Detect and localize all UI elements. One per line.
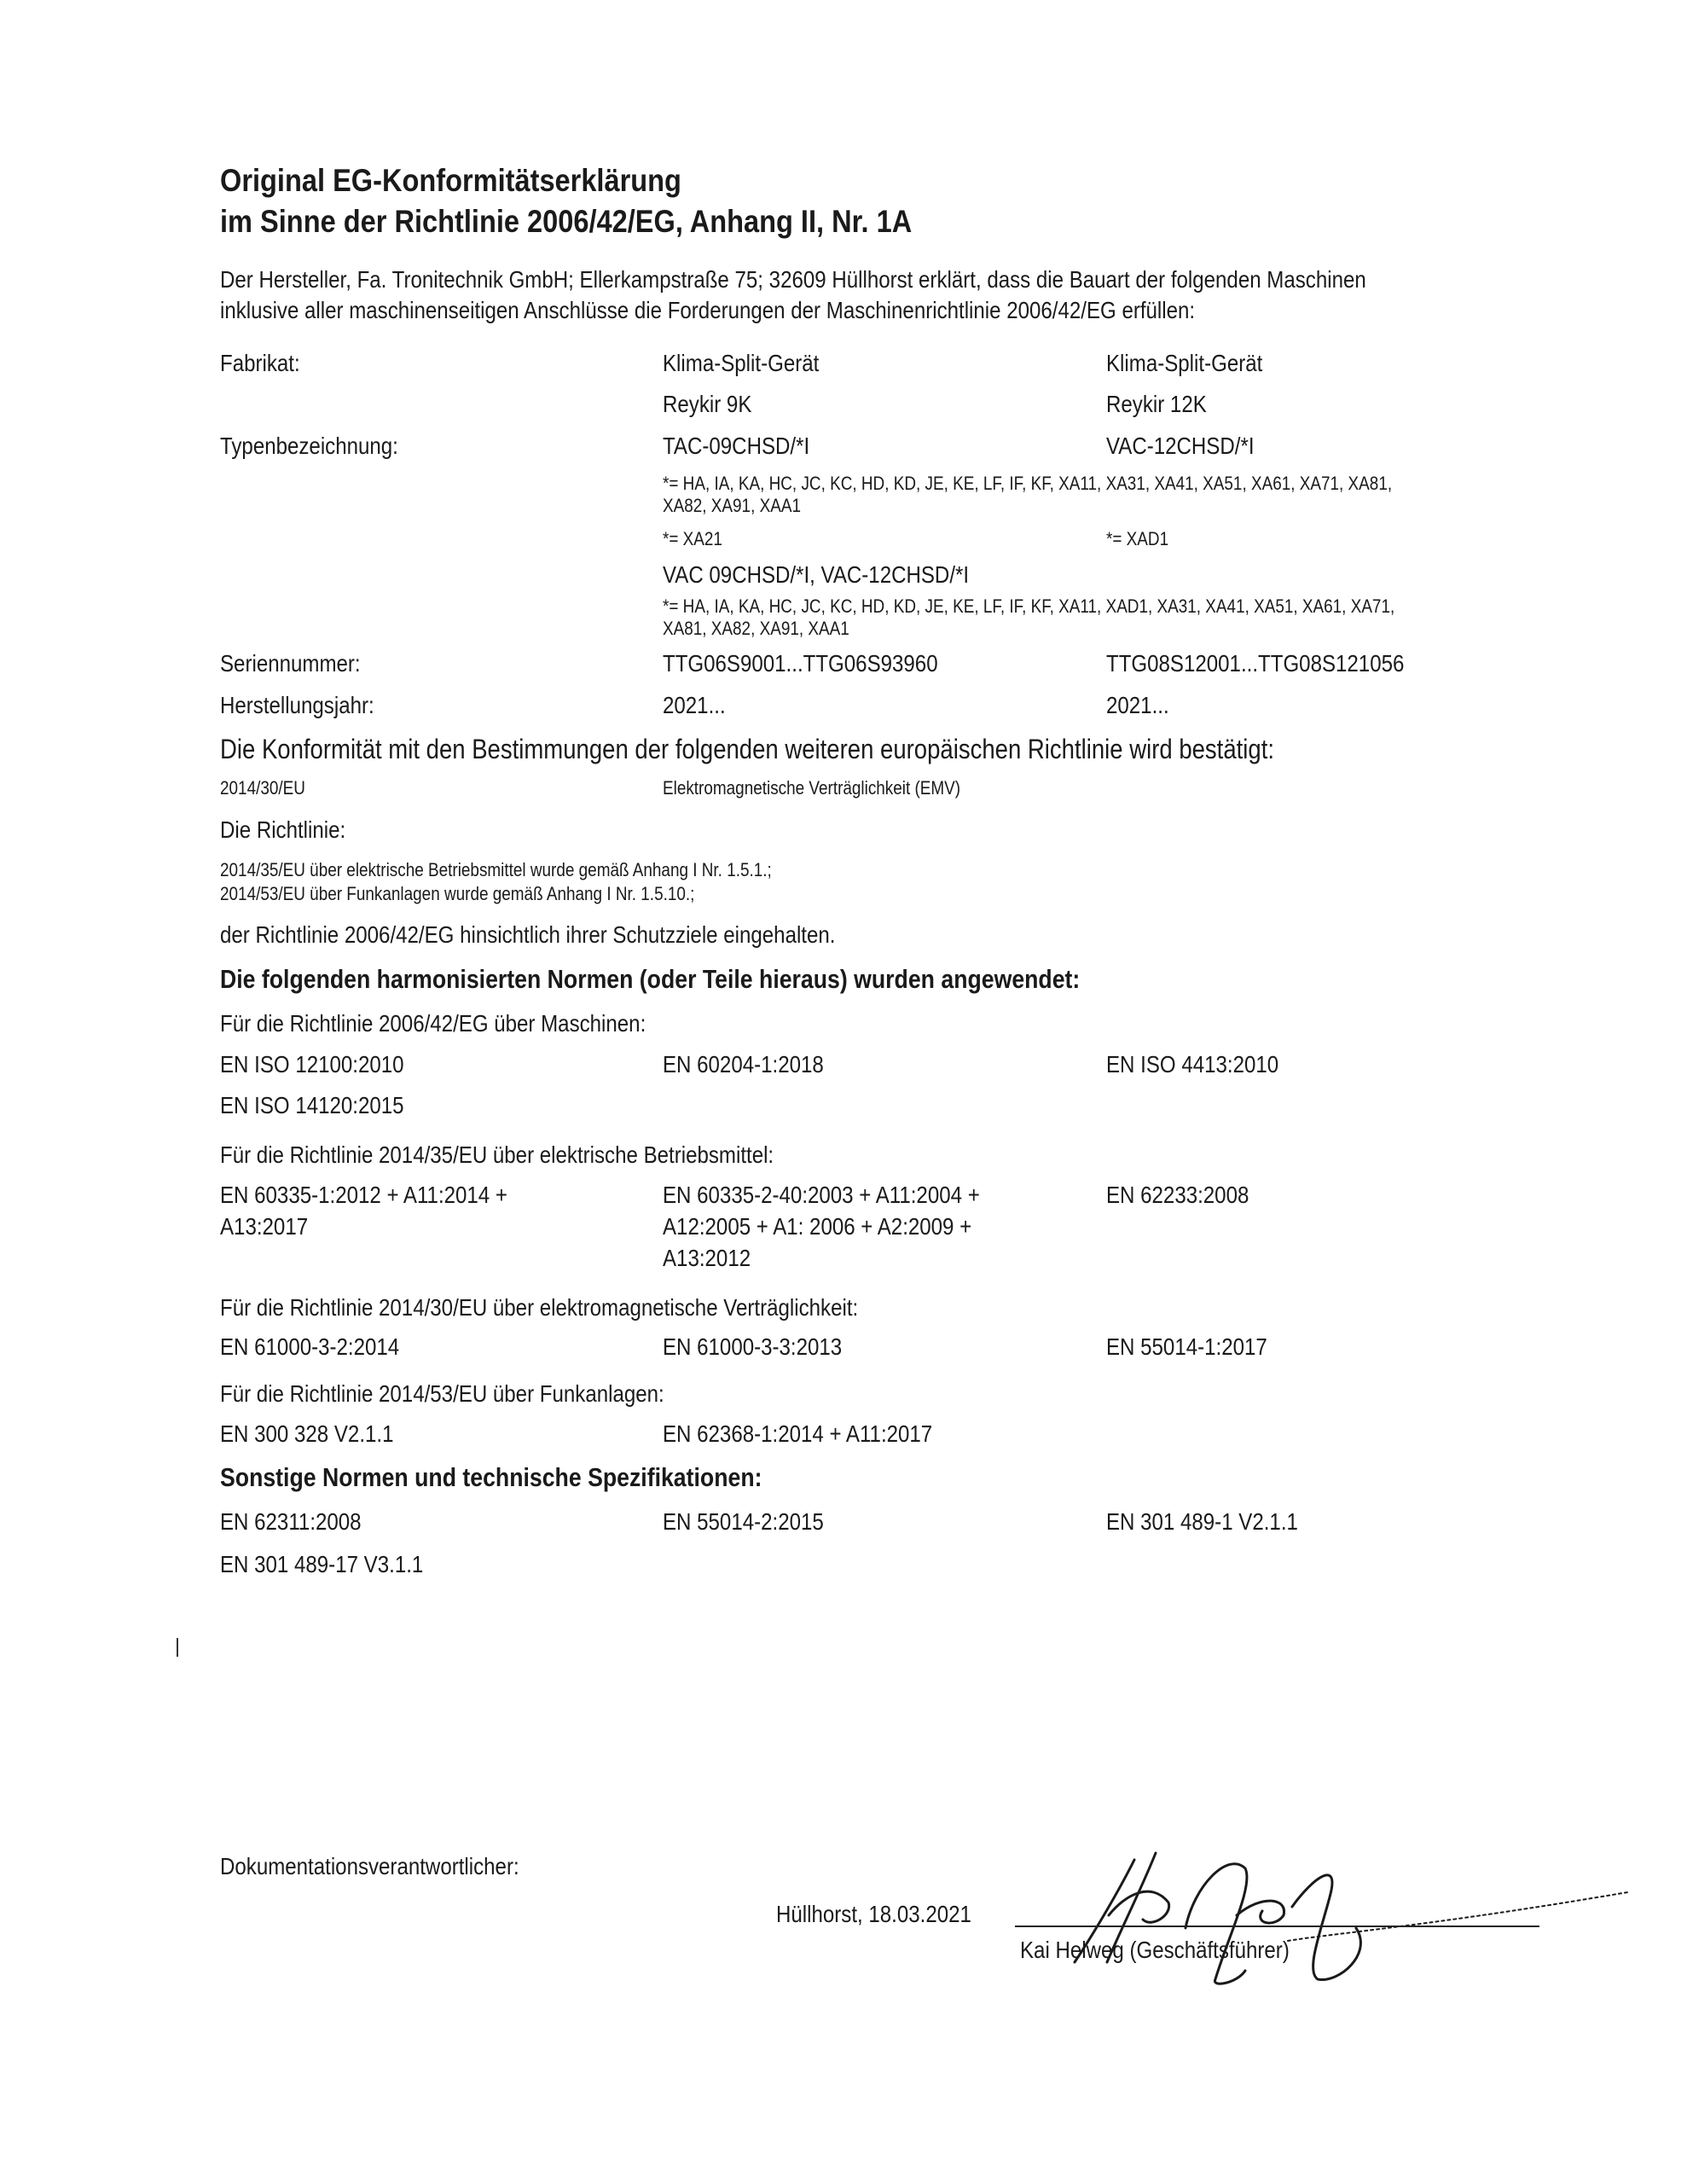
red-label: Für die Richtlinie 2014/53/EU über Funkanlagen:: [220, 1380, 664, 1407]
directive-emc-desc: Elektromagnetische Verträglichkeit (EMV): [663, 777, 961, 799]
signature-line: [1015, 1926, 1539, 1927]
standard-item: EN 55014-2:2015: [663, 1508, 824, 1535]
standard-item: EN ISO 14120:2015: [220, 1092, 404, 1118]
place-date: Hüllhorst, 18.03.2021: [776, 1901, 971, 1927]
variants-b-line-2: XA81, XA82, XA91, XAA1: [663, 618, 849, 639]
standard-item: EN 62311:2008: [220, 1508, 362, 1535]
standard-item: EN 55014-1:2017: [1106, 1333, 1267, 1360]
richtlinie-label: Die Richtlinie:: [220, 816, 346, 843]
standard-item: EN ISO 12100:2010: [220, 1051, 404, 1077]
directive-emc: 2014/30/EU: [220, 777, 305, 799]
intro-line-2: inklusive aller maschinenseitigen Anschlüsse die Forderungen der Maschinenrichtlinie 2006/42/EG erfüllen:: [220, 297, 1196, 323]
lvd-standard-2-line-1: EN 60335-2-40:2003 + A11:2004 +: [663, 1182, 980, 1208]
signer-name: Kai Helweg (Geschäftsführer): [1020, 1937, 1290, 1963]
variants-a-line-2: XA82, XA91, XAA1: [663, 495, 801, 516]
variants-b-line-1: *= HA, IA, KA, HC, JC, KC, HD, KD, JE, KE, LF, IF, KF, XA11, XAD1, XA31, XA41, XA51, XA61, XA71,: [663, 595, 1395, 617]
variants-a-line-1: *= HA, IA, KA, HC, JC, KC, HD, KD, JE, KE, LF, IF, KF, XA11, XA31, XA41, XA51, XA61, XA71, XA81,: [663, 473, 1393, 494]
model-1: Reykir 9K: [663, 391, 752, 417]
serial-label: Seriennummer:: [220, 650, 361, 677]
machinery-label: Für die Richtlinie 2006/42/EG über Maschinen:: [220, 1010, 646, 1037]
year-2: 2021...: [1106, 692, 1169, 718]
standard-item: EN 301 489-17 V3.1.1: [220, 1551, 424, 1577]
serial-1: TTG06S9001...TTG06S93960: [663, 650, 938, 677]
fabrikat-1: Klima-Split-Gerät: [663, 350, 820, 376]
other-heading: Sonstige Normen und technische Spezifikationen:: [220, 1462, 762, 1492]
standard-item: EN 61000-3-2:2014: [220, 1333, 400, 1360]
fabrikat-2: Klima-Split-Gerät: [1106, 350, 1263, 376]
standard-item: EN ISO 4413:2010: [1106, 1051, 1279, 1077]
title-line-2: im Sinne der Richtlinie 2006/42/EG, Anhang II, Nr. 1A: [220, 204, 913, 239]
standard-item: EN 300 328 V2.1.1: [220, 1420, 394, 1447]
line-red: 2014/53/EU über Funkanlagen wurde gemäß Anhang I Nr. 1.5.10.;: [220, 883, 695, 904]
lvd-label: Für die Richtlinie 2014/35/EU über elektrische Betriebsmittel:: [220, 1141, 774, 1168]
lvd-standard-1-line-1: EN 60335-1:2012 + A11:2014 +: [220, 1182, 507, 1208]
conformity-heading: Die Konformität mit den Bestimmungen der folgenden weiteren europäischen Richtlinie wird bestätigt:: [220, 734, 1274, 764]
model-2: Reykir 12K: [1106, 391, 1207, 417]
lvd-standard-2-line-2: A12:2005 + A1: 2006 + A2:2009 +: [663, 1213, 972, 1240]
document-title: [220, 160, 912, 242]
year-label: Herstellungsjahr:: [220, 692, 374, 718]
standards-heading: Die folgenden harmonisierten Normen (oder Teile hieraus) wurden angewendet:: [220, 964, 1081, 994]
standard-item: EN 62368-1:2014 + A11:2017: [663, 1420, 933, 1447]
emc-label: Für die Richtlinie 2014/30/EU über elektromagnetische Verträglichkeit:: [220, 1294, 859, 1321]
intro-paragraph: [220, 264, 1366, 326]
title-line-1: Original EG-Konformitätserklärung: [220, 163, 681, 198]
intro-line-1: Der Hersteller, Fa. Tronitechnik GmbH; Ellerkampstraße 75; 32609 Hüllhorst erklärt, dass die Bauart der folgenden Maschinen: [220, 266, 1366, 293]
standard-item: EN 60204-1:2018: [663, 1051, 824, 1077]
lvd-standard-2-line-3: A13:2012: [663, 1245, 751, 1271]
standard-item: EN 61000-3-3:2013: [663, 1333, 843, 1360]
variant-xad1: *= XAD1: [1106, 528, 1169, 549]
line-lvd: 2014/35/EU über elektrische Betriebsmittel wurde gemäß Anhang I Nr. 1.5.1.;: [220, 859, 772, 880]
line-schutzziele: der Richtlinie 2006/42/EG hinsichtlich ihrer Schutzziele eingehalten.: [220, 921, 836, 948]
type-2: VAC-12CHSD/*I: [1106, 433, 1255, 459]
lvd-standard-3: EN 62233:2008: [1106, 1182, 1249, 1208]
year-1: 2021...: [663, 692, 726, 718]
type-1: TAC-09CHSD/*I: [663, 433, 810, 459]
type-label: Typenbezeichnung:: [220, 433, 398, 459]
type-3: VAC 09CHSD/*I, VAC-12CHSD/*I: [663, 561, 970, 588]
variant-xa21: *= XA21: [663, 528, 722, 549]
fabrikat-label: Fabrikat:: [220, 350, 300, 376]
doc-responsible-label: Dokumentationsverantwortlicher:: [220, 1853, 519, 1879]
scan-mark: [177, 1638, 178, 1657]
serial-2: TTG08S12001...TTG08S121056: [1106, 650, 1405, 677]
lvd-standard-1-line-2: A13:2017: [220, 1213, 309, 1240]
signature-graphic: [981, 1834, 1629, 1996]
standard-item: EN 301 489-1 V2.1.1: [1106, 1508, 1298, 1535]
